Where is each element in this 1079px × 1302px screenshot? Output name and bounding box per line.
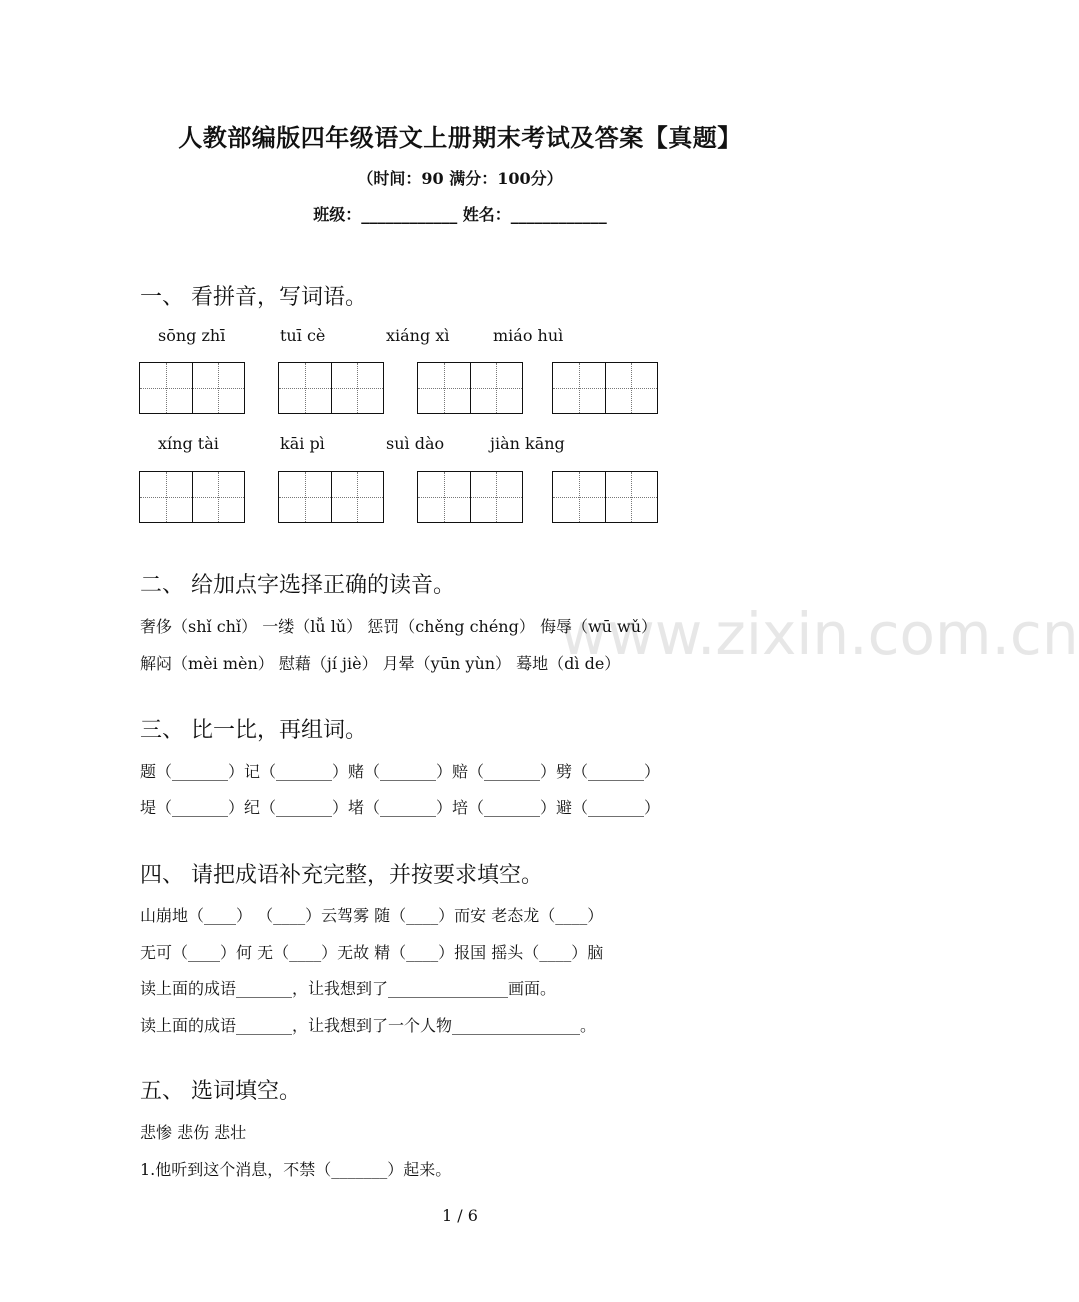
pinyin-label: jiàn kāng bbox=[490, 434, 565, 453]
pinyin-label: sōng zhī bbox=[158, 326, 226, 345]
writing-grid[interactable] bbox=[552, 471, 658, 523]
writing-grid[interactable] bbox=[278, 471, 384, 523]
reading-choice-line: 奢侈（shǐ chǐ） 一缕（lǚ lǔ） 惩罚（chěng chéng） 侮辱（wū wǔ） bbox=[140, 617, 658, 636]
idiom-line: 山崩地（____） （____）云驾雾 随（____）而安 老态龙（____） bbox=[140, 906, 604, 925]
pinyin-label: kāi pì bbox=[280, 434, 325, 453]
reading-choice-line: 解闷（mèi mèn） 慰藉（jí jiè） 月晕（yūn yùn） 蓦地（dì de） bbox=[140, 654, 621, 673]
section-3-heading: 三、 比一比，再组词。 bbox=[140, 718, 367, 743]
idiom-question: 读上面的成语_______，让我想到了_______________画面。 bbox=[140, 979, 557, 998]
section-1-heading: 一、 看拼音，写词语。 bbox=[140, 285, 367, 310]
writing-grid[interactable] bbox=[278, 362, 384, 414]
watermark: www.zixin.com.cn bbox=[560, 600, 1079, 668]
pinyin-label: xíng tài bbox=[158, 434, 219, 453]
idiom-question: 读上面的成语_______，让我想到了一个人物________________。 bbox=[140, 1016, 597, 1035]
exam-info: （时间：90 满分：100分） bbox=[357, 169, 563, 188]
writing-grid[interactable] bbox=[417, 362, 523, 414]
compare-words-line: 题（_______）记（_______）赌（_______）赔（_______）劈（_______） bbox=[140, 762, 661, 781]
section-4-heading: 四、 请把成语补充完整，并按要求填空。 bbox=[140, 863, 543, 888]
writing-grid[interactable] bbox=[139, 362, 245, 414]
page-number: 1 / 6 bbox=[442, 1206, 478, 1225]
fill-blank-question: 1.他听到这个消息，不禁（_______）起来。 bbox=[140, 1160, 452, 1179]
section-2-heading: 二、 给加点字选择正确的读音。 bbox=[140, 573, 455, 598]
compare-words-line: 堤（_______）纪（_______）堵（_______）培（_______）避（_______） bbox=[140, 798, 661, 817]
pinyin-label: tuī cè bbox=[280, 326, 326, 345]
idiom-line: 无可（____）何 无（____）无故 精（____）报国 摇头（____）脑 bbox=[140, 943, 604, 962]
writing-grid[interactable] bbox=[139, 471, 245, 523]
section-5-heading: 五、 选词填空。 bbox=[140, 1079, 301, 1104]
class-name-line: 班级：____________ 姓名：____________ bbox=[313, 205, 607, 224]
word-options: 悲惨 悲伤 悲壮 bbox=[140, 1123, 247, 1142]
pinyin-label: xiáng xì bbox=[386, 326, 450, 345]
page-title: 人教部编版四年级语文上册期末考试及答案【真题】 bbox=[178, 123, 742, 152]
writing-grid[interactable] bbox=[552, 362, 658, 414]
pinyin-label: miáo huì bbox=[493, 326, 564, 345]
writing-grid[interactable] bbox=[417, 471, 523, 523]
pinyin-label: suì dào bbox=[386, 434, 445, 453]
